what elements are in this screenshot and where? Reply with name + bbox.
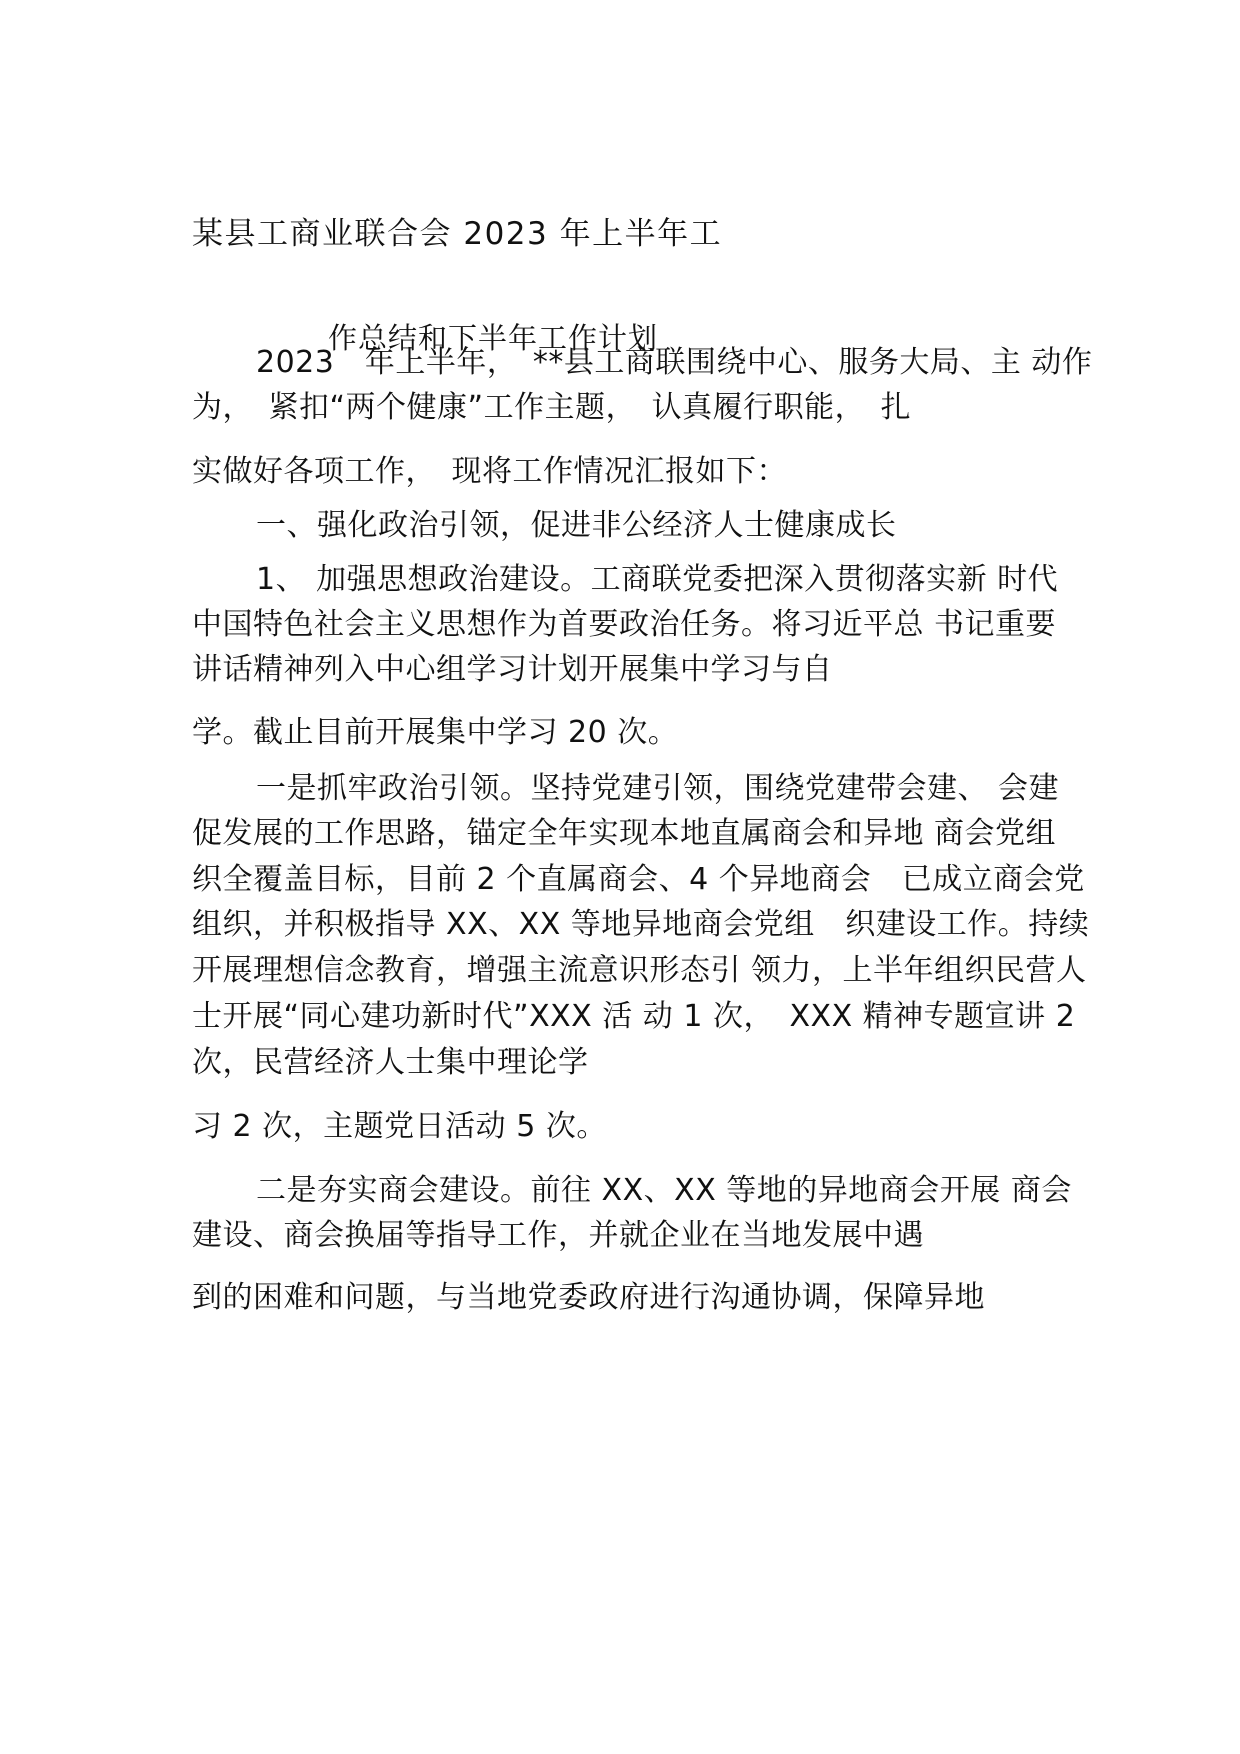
document-title-line-1: 某县工商业联合会 2023 年上半年工	[192, 216, 723, 252]
paragraph-line: 促发展的工作思路，锚定全年实现本地直属商会和异地 商会党组	[192, 816, 1057, 851]
paragraph-line: 讲话精神列入中心组学习计划开展集中学习与自	[192, 652, 833, 687]
paragraph-line: 组织，并积极指导 XX、XX 等地异地商会党组 织建设工作。持续	[192, 907, 1090, 942]
paragraph-line: 织全覆盖目标，目前 2 个直属商会、4 个异地商会 已成立商会党	[192, 862, 1085, 897]
document-title-line-2: 作总结和下半年工作计划	[328, 321, 659, 355]
paragraph-line: 1、 加强思想政治建设。工商联党委把深入贯彻落实新 时代	[256, 562, 1059, 597]
paragraph-line: 建设、商会换届等指导工作，并就企业在当地发展中遇	[192, 1218, 924, 1253]
paragraph-line: 次，民营经济人士集中理论学	[192, 1045, 589, 1080]
paragraph-line: 开展理想信念教育，增强主流意识形态引 领力，上半年组织民营人	[192, 953, 1087, 988]
paragraph-line: 学。截止目前开展集中学习 20 次。	[192, 715, 679, 750]
paragraph-line: 到的困难和问题，与当地党委政府进行沟通协调，保障异地	[192, 1280, 985, 1315]
paragraph-line: 习 2 次，主题党日活动 5 次。	[192, 1109, 607, 1144]
paragraph-line: 2023 年上半年， **县工商联围绕中心、服务大局、主 动作	[256, 345, 1093, 380]
paragraph-line: 二是夯实商会建设。前往 XX、XX 等地的异地商会开展 商会	[256, 1173, 1072, 1208]
paragraph-line: 一是抓牢政治引领。坚持党建引领，围绕党建带会建、 会建	[256, 771, 1060, 806]
paragraph-line: 中国特色社会主义思想作为首要政治任务。将习近平总 书记重要	[192, 607, 1057, 642]
section-heading: 一、强化政治引领，促进非公经济人士健康成长	[256, 508, 897, 543]
paragraph-line: 实做好各项工作， 现将工作情况汇报如下：	[192, 454, 787, 489]
paragraph-line: 为， 紧扣“两个健康”工作主题， 认真履行职能， 扎	[192, 390, 912, 425]
paragraph-line: 士开展“同心建功新时代”XXX 活 动 1 次， XXX 精神专题宣讲 2	[192, 999, 1076, 1034]
